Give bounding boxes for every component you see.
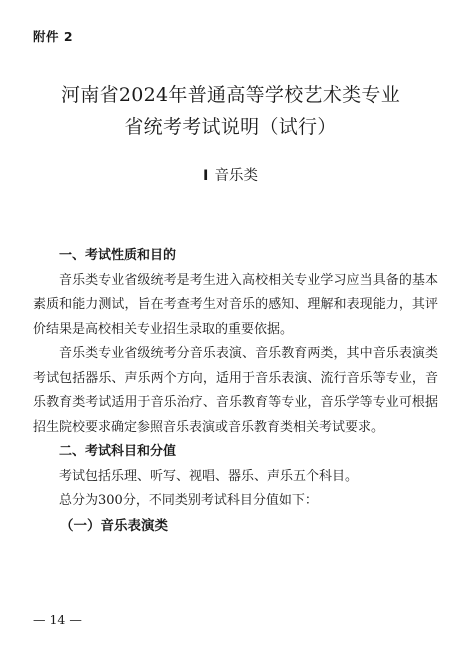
page-number: — 14 —: [33, 612, 82, 627]
section-name: 音乐类: [214, 168, 258, 184]
heading-exam-nature: 一、考试性质和目的: [59, 248, 177, 263]
subheading-performance: （一）音乐表演类: [60, 517, 168, 534]
paragraph-subjects: 考试包括乐理、听写、视唱、器乐、声乐五个科目。: [59, 468, 359, 484]
paragraph-exam-purpose: 音乐类专业省级统考是考生进入高校相关专业学习应当具备的基本素质和能力测试，旨在考查考生对音乐的感知、理解和表现能力，其评价结果是高校相关专业招生录取的重要依据。: [33, 272, 438, 337]
section-number: I: [203, 168, 209, 184]
document-title-line-2: 省统考考试说明（试行）: [124, 116, 337, 138]
paragraph-exam-categories: 音乐类专业省级统考分音乐表演、音乐教育两类，其中音乐表演类考试包括器乐、声乐两个方向，适用于音乐表演、流行音乐等专业，音乐教育类考试适用于音乐治疗、音乐教育等专业，音乐学等专业可根据招生院校要求确定参照音乐表演或音乐教育类相关考试要求。: [33, 346, 438, 435]
attachment-label: 附件 2: [33, 29, 74, 44]
document-title-line-1: 河南省2024年普通高等学校艺术类专业: [60, 84, 401, 106]
section-label: [0, 164, 461, 185]
document-body: [33, 244, 438, 538]
paragraph-total-score: 总分为300分，不同类别考试科目分值如下：: [59, 493, 318, 508]
heading-subjects-scores: 二、考试科目和分值: [59, 444, 177, 459]
